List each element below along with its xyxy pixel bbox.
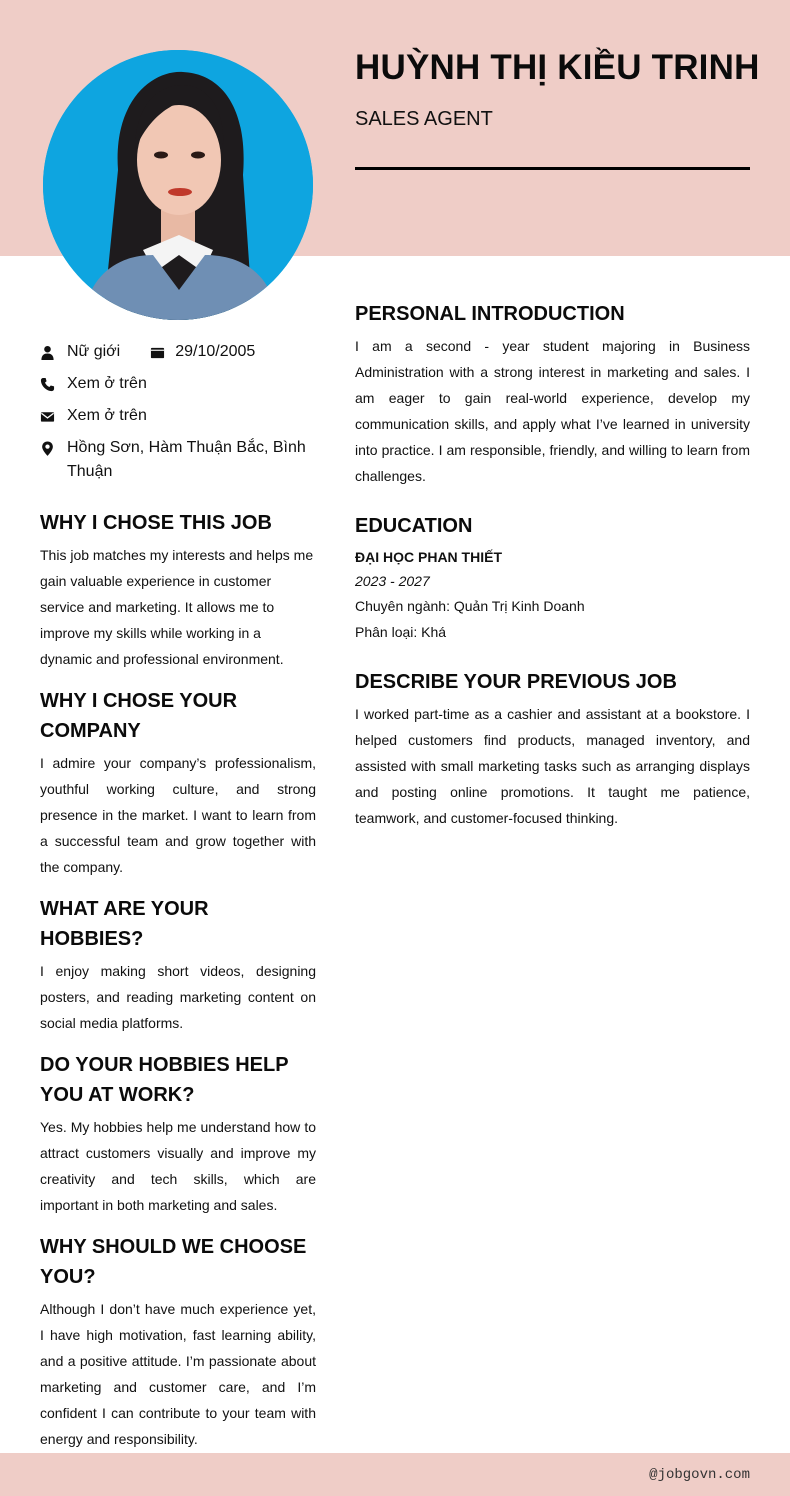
section-why-choose-you — [40, 1232, 316, 1452]
mail-icon — [40, 404, 67, 428]
section-title: WHAT ARE YOUR HOBBIES? — [40, 898, 209, 950]
section-why-company — [40, 686, 316, 880]
section-text: I admire your company’s professionalism, youthful working culture, and strong presence in the market. I want to learn from a successful team and grow together with the company. — [40, 755, 316, 875]
education-school: ĐẠI HỌC PHAN THIẾT — [355, 549, 502, 565]
calendar-icon — [150, 340, 175, 364]
section-introduction — [355, 299, 750, 489]
contact-row-phone — [40, 372, 320, 396]
profile-photo — [43, 50, 313, 320]
section-title: WHY I CHOSE YOUR COMPANY — [40, 690, 238, 742]
section-text: I enjoy making short videos, designing posters, and reading marketing content on social media platforms. — [40, 963, 316, 1031]
candidate-name: HUỲNH THỊ KIỀU TRINH — [355, 48, 760, 87]
section-text: Yes. My hobbies help me understand how to attract customers visually and improve my creativity and tech skills, which are important in both marketing and sales. — [40, 1119, 316, 1213]
education-rank: Phân loại: Khá — [355, 624, 447, 640]
birthday-value: 29/10/2005 — [175, 343, 256, 360]
section-hobbies-work — [40, 1050, 316, 1218]
job-title: SALES AGENT — [355, 108, 493, 130]
contact-row-email — [40, 404, 320, 428]
contact-info — [40, 340, 320, 492]
section-title: DO YOUR HOBBIES HELP YOU AT WORK? — [40, 1054, 289, 1106]
header-divider — [355, 167, 750, 170]
section-text: This job matches my interests and helps me gain valuable experience in customer service and marketing. It allows me to improve my skills while working in a dynamic and professional environment. — [40, 547, 314, 667]
contact-row-address — [40, 436, 320, 484]
section-title: PERSONAL INTRODUCTION — [355, 303, 625, 325]
section-education — [355, 511, 750, 645]
address-value: Hồng Sơn, Hàm Thuận Bắc, Bình Thuận — [67, 439, 306, 480]
section-title: EDUCATION — [355, 515, 473, 537]
gender-value: Nữ giới — [67, 343, 121, 360]
education-years: 2023 - 2027 — [355, 573, 430, 589]
phone-icon — [40, 372, 67, 396]
section-why-job — [40, 508, 316, 672]
left-column — [40, 508, 316, 1466]
section-text: I worked part-time as a cashier and assistant at a bookstore. I helped customers find products, managed inventory, and assisted with small marketing tasks such as arranging displays and posting online promotions. It taught me patience, teamwork, and customer-focused thinking. — [355, 706, 750, 826]
section-previous-job — [355, 667, 750, 831]
contact-row-gender-birthday — [40, 340, 320, 364]
footer-band — [0, 1453, 790, 1496]
person-icon — [40, 340, 67, 364]
education-major: Chuyên ngành: Quản Trị Kinh Doanh — [355, 598, 585, 614]
phone-value: Xem ở trên — [67, 375, 147, 392]
section-title: WHY SHOULD WE CHOOSE YOU? — [40, 1236, 307, 1288]
section-text: Although I don’t have much experience yet, I have high motivation, fast learning ability, and a positive attitude. I’m passionate about marketing and customer care, and I’m confident I can contribute to your team with energy and responsibility. — [40, 1301, 316, 1447]
location-pin-icon — [40, 436, 67, 460]
section-title: DESCRIBE YOUR PREVIOUS JOB — [355, 671, 677, 693]
section-text: I am a second - year student majoring in Business Administration with a strong interest in marketing and sales. I am eager to gain real-world experience, develop my communication skills, and apply what I’ve learned in university into practice. I am responsible, friendly, and willing to learn from challenges. — [355, 338, 750, 484]
section-title: WHY I CHOSE THIS JOB — [40, 512, 272, 534]
right-column — [355, 299, 750, 853]
email-value: Xem ở trên — [67, 407, 147, 424]
section-hobbies — [40, 894, 316, 1036]
footer-watermark: @jobgovn.com — [649, 1467, 750, 1483]
